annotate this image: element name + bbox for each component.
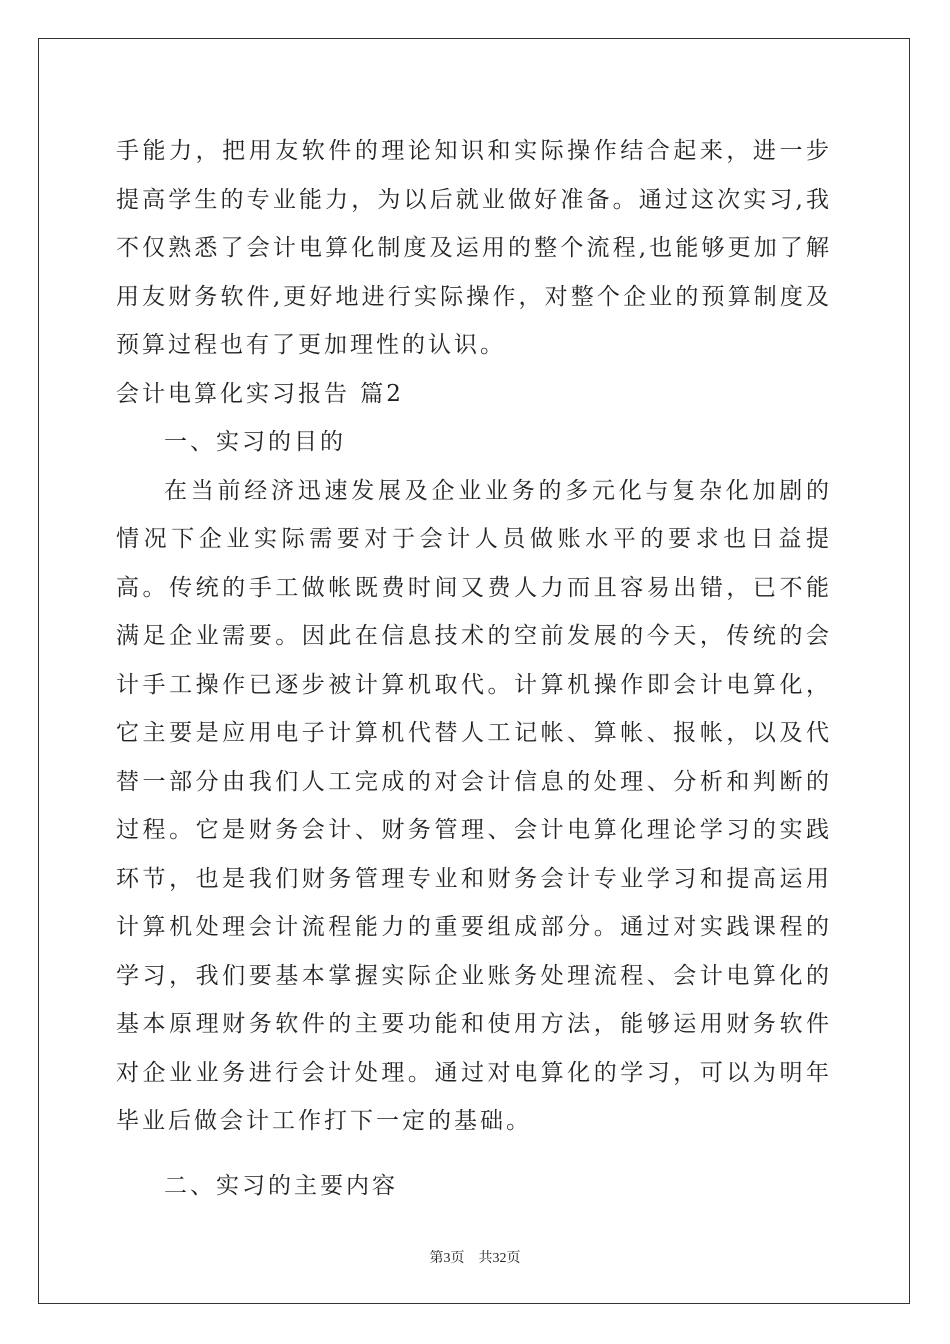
document-body xyxy=(116,127,832,1210)
page-footer xyxy=(0,1247,950,1267)
page-number: 第3页 xyxy=(429,1251,465,1266)
subheading-content: 二、实习的主要内容 xyxy=(164,1172,398,1199)
page-total: 共32页 xyxy=(478,1251,521,1266)
section-title: 会计电算化实习报告 篇2 xyxy=(116,380,404,407)
subheading-purpose: 一、实习的目的 xyxy=(164,429,346,455)
paragraph-continuation: 手能力，把用友软件的理论知识和实际操作结合起来，进一步提高学生的专业能力，为以后就业做好准备。通过这次实习,我不仅熟悉了会计电算化制度及运用的整个流程,也能够更加了解用友财务软件,更好地进行实际操作，对整个企业的预算制度及预算过程也有了更加理性的认识。 xyxy=(116,138,832,358)
paragraph-purpose: 在当前经济迅速发展及企业业务的多元化与复杂化加剧的情况下企业实际需要对于会计人员做账水平的要求也日益提高。传统的手工做帐既费时间又费人力而且容易出错，已不能满足企业需要。因此在信息技术的空前发展的今天，传统的会计手工操作已逐步被计算机取代。计算机操作即会计电算化，它主要是应用电子计算机代替人工记帐、算帐、报帐，以及代替一部分由我们人工完成的对会计信息的处理、分析和判断的过程。它是财务会计、财务管理、会计电算化理论学习的实践环节，也是我们财务管理专业和财务会计专业学习和提高运用计算机处理会计流程能力的重要组成部分。通过对实践课程的学习，我们要基本掌握实际企业账务处理流程、会计电算化的基本原理财务软件的主要功能和使用方法，能够运用财务软件对企业业务进行会计处理。通过对电算化的学习，可以为明年毕业后做会计工作打下一定的基础。 xyxy=(116,477,832,1134)
